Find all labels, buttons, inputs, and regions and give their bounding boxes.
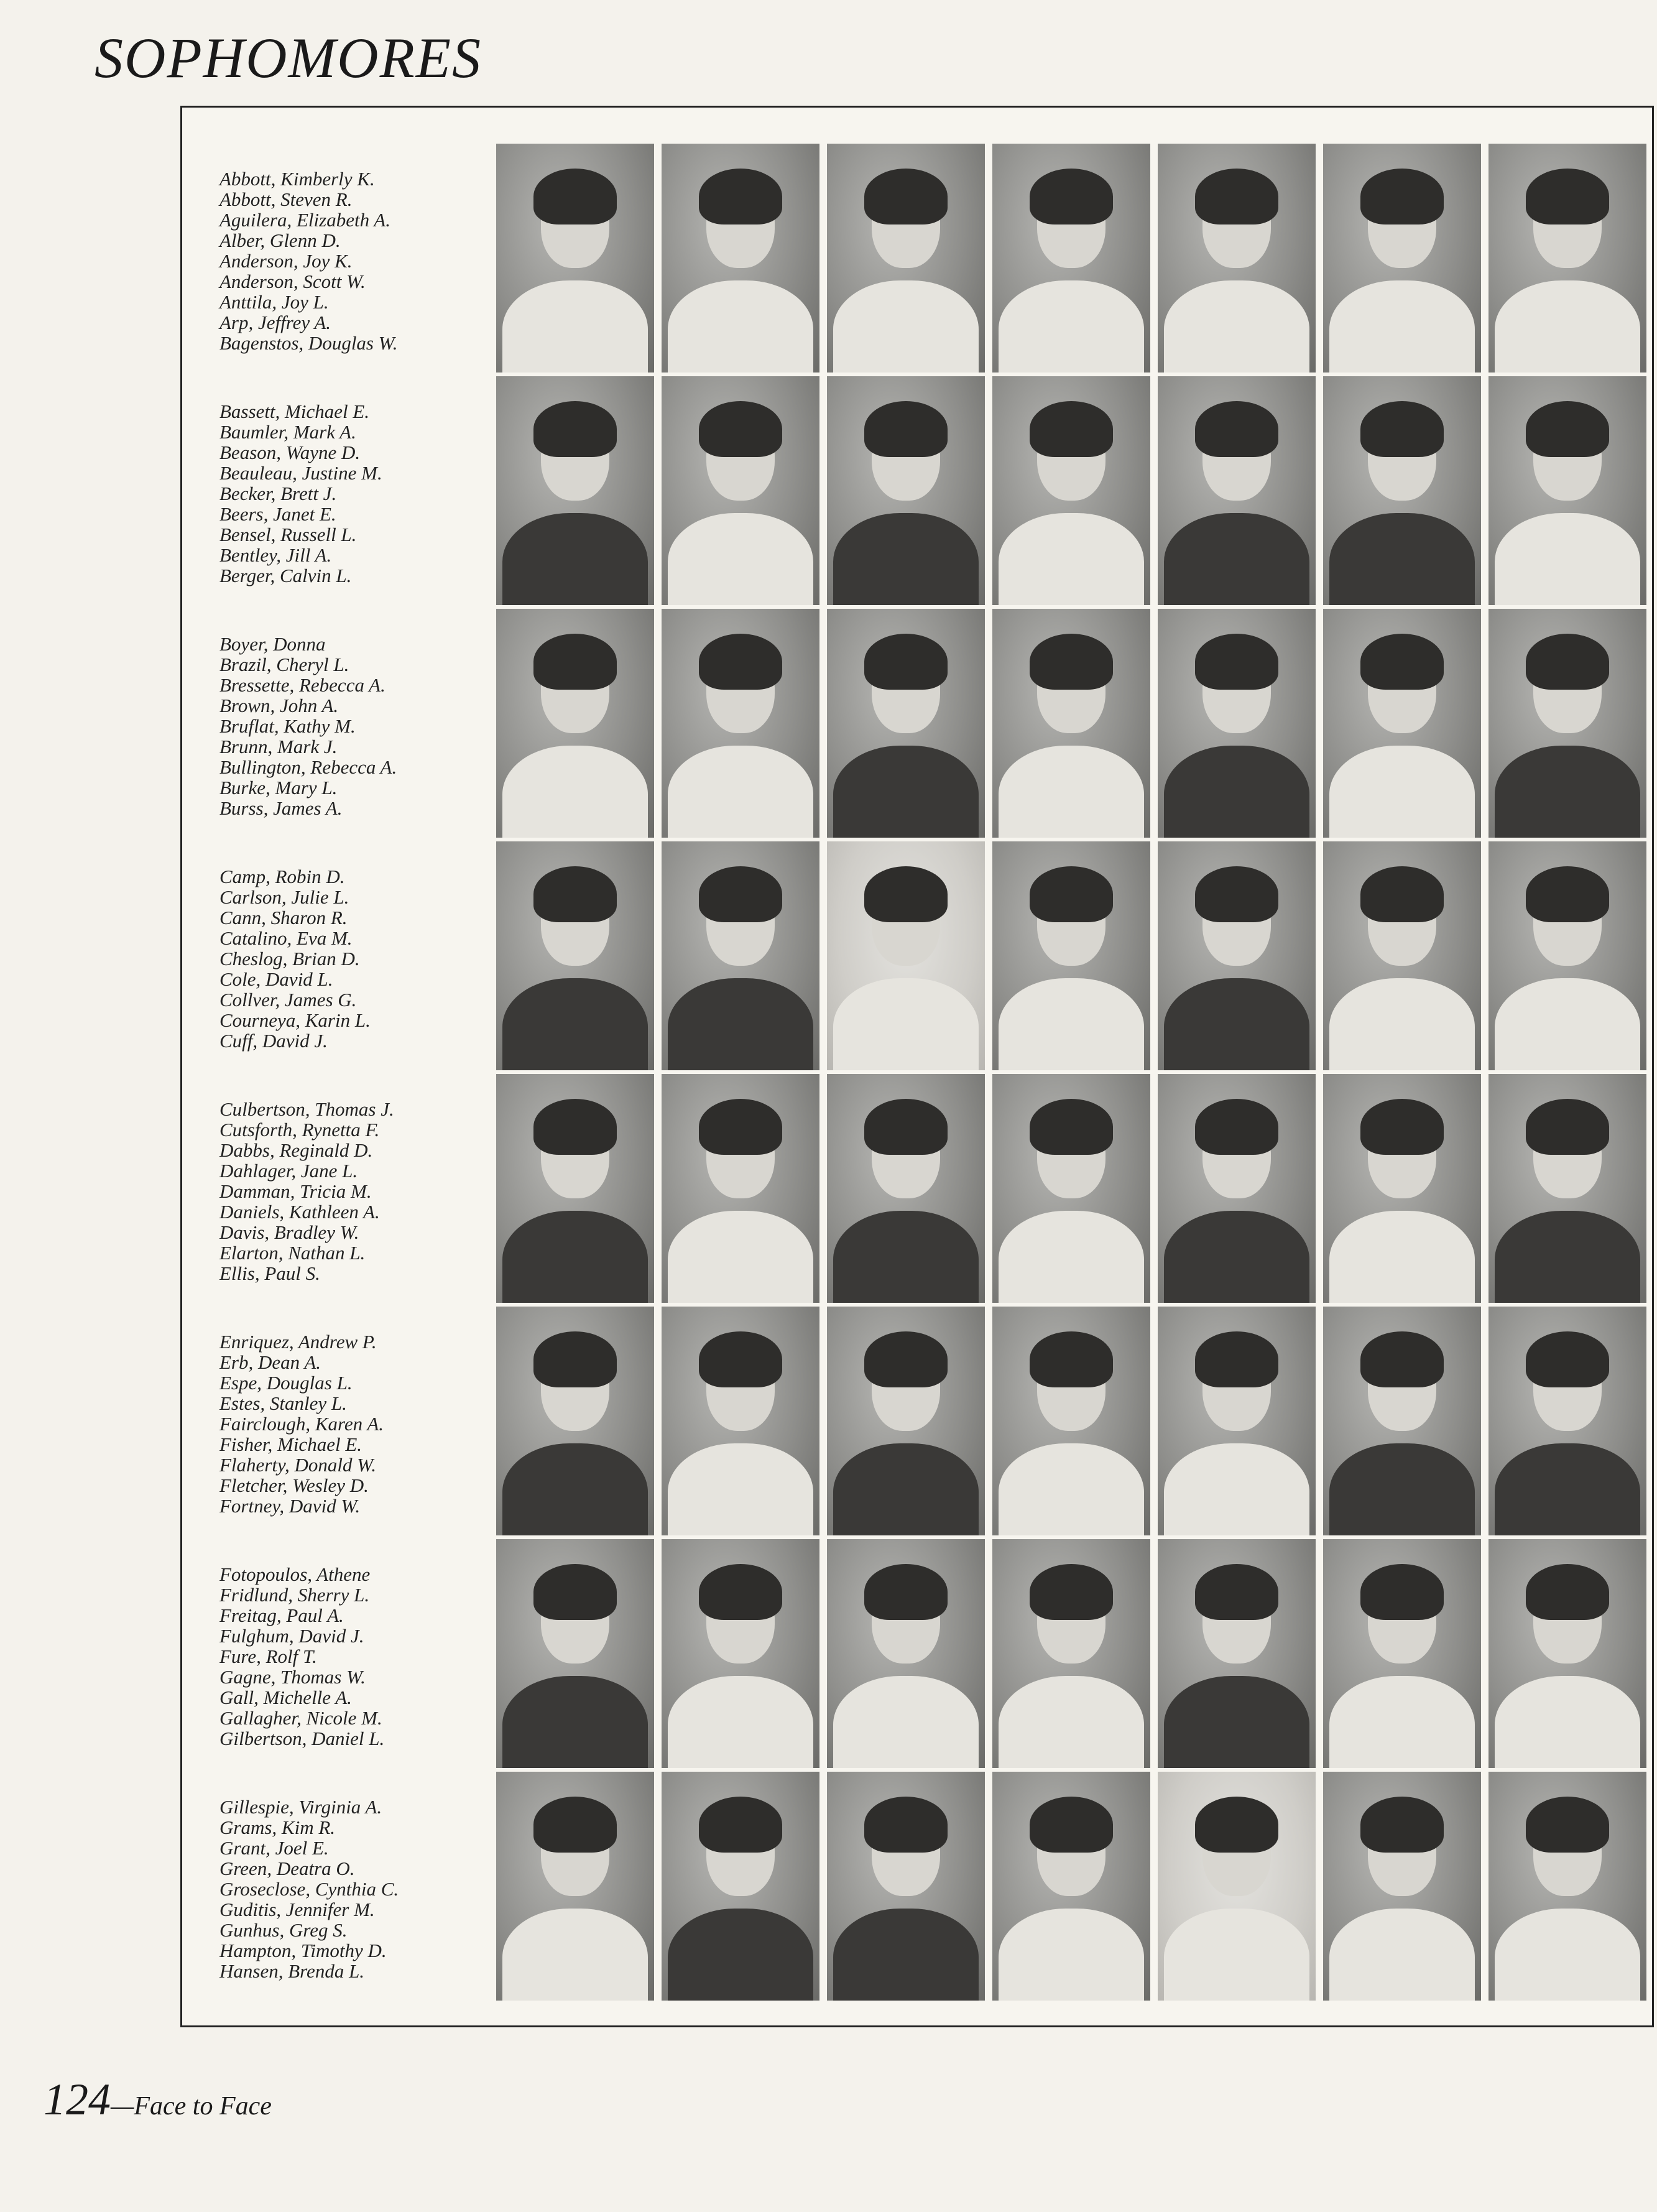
portrait-body (1164, 1676, 1309, 1768)
portrait-body (502, 1909, 648, 2001)
student-name: Davis, Bradley W. (219, 1221, 359, 1243)
student-name: Bassett, Michael E. (219, 400, 370, 422)
student-name: Daniels, Kathleen A. (219, 1201, 380, 1223)
student-portrait (1323, 1074, 1481, 1303)
student-portrait (1489, 1772, 1646, 2001)
student-portrait (662, 1539, 819, 1768)
portrait-hair (533, 401, 617, 457)
portrait-hair (1030, 401, 1113, 457)
name-list (219, 401, 382, 586)
student-portrait (827, 1074, 985, 1303)
portrait-body (999, 280, 1144, 373)
student-name: Collver, James G. (219, 989, 357, 1011)
portrait-body (1164, 978, 1309, 1070)
portrait-body (833, 978, 979, 1070)
portrait-body (1164, 746, 1309, 838)
student-name: Cole, David L. (219, 968, 333, 990)
portrait-body (999, 746, 1144, 838)
portrait-body (668, 1443, 813, 1535)
name-list (219, 866, 371, 1051)
portrait-body (668, 513, 813, 605)
portrait-body (999, 513, 1144, 605)
student-portrait (496, 609, 654, 838)
student-name: Fairclough, Karen A. (219, 1413, 384, 1435)
student-name: Cheslog, Brian D. (219, 948, 360, 969)
portrait-body (999, 1676, 1144, 1768)
student-name: Gillespie, Virginia A. (219, 1796, 382, 1818)
student-name: Arp, Jeffrey A. (219, 312, 331, 333)
student-name: Burke, Mary L. (219, 777, 338, 798)
name-list (219, 1564, 384, 1749)
student-name: Enriquez, Andrew P. (219, 1331, 377, 1353)
student-name: Fure, Rolf T. (219, 1645, 317, 1667)
portrait-body (999, 1211, 1144, 1303)
portrait-hair (1360, 866, 1444, 922)
student-portrait (992, 1772, 1150, 2001)
name-list (219, 1099, 394, 1284)
student-name: Elarton, Nathan L. (219, 1242, 366, 1264)
portrait-hair (1526, 1331, 1609, 1387)
portrait-hair (1195, 634, 1278, 690)
student-portrait (662, 841, 819, 1070)
portrait-body (502, 1443, 648, 1535)
portrait-body (502, 280, 648, 373)
portrait-hair (1030, 169, 1113, 224)
student-portrait (1489, 376, 1646, 605)
student-name: Brown, John A. (219, 695, 339, 716)
portrait-body (502, 1676, 648, 1768)
student-portrait (992, 144, 1150, 373)
portrait-row (182, 1074, 1652, 1304)
student-portrait (827, 1772, 985, 2001)
student-name: Fridlund, Sherry L. (219, 1584, 370, 1606)
portrait-body (1329, 1676, 1475, 1768)
student-name: Bagenstos, Douglas W. (219, 332, 398, 354)
portrait-hair (1360, 401, 1444, 457)
student-portrait (992, 1539, 1150, 1768)
portrait-body (1329, 1211, 1475, 1303)
portrait-hair (1526, 1099, 1609, 1155)
student-name: Ellis, Paul S. (219, 1262, 320, 1284)
student-portrait (1323, 841, 1481, 1070)
student-name: Fotopoulos, Athene (219, 1563, 371, 1585)
portrait-hair (699, 169, 782, 224)
photo-strip (496, 144, 1646, 373)
portrait-body (1495, 746, 1640, 838)
portrait-body (1495, 1676, 1640, 1768)
student-name: Bensel, Russell L. (219, 524, 357, 545)
portrait-body (1495, 513, 1640, 605)
student-portrait (1158, 609, 1316, 838)
student-portrait (662, 1307, 819, 1535)
portrait-hair (864, 1797, 948, 1853)
student-portrait (662, 1772, 819, 2001)
student-name: Baumler, Mark A. (219, 421, 356, 443)
portrait-body (833, 1443, 979, 1535)
portrait-hair (1526, 866, 1609, 922)
student-name: Fisher, Michael E. (219, 1433, 362, 1455)
portrait-body (668, 746, 813, 838)
portrait-hair (1030, 1331, 1113, 1387)
photo-strip (496, 1307, 1646, 1535)
student-name: Bruflat, Kathy M. (219, 715, 356, 737)
student-portrait (827, 376, 985, 605)
photo-strip (496, 1539, 1646, 1768)
portrait-hair (533, 169, 617, 224)
student-portrait (992, 376, 1150, 605)
student-name: Freitag, Paul A. (219, 1604, 344, 1626)
student-portrait (1489, 841, 1646, 1070)
portrait-body (1164, 1211, 1309, 1303)
portrait-hair (1360, 1564, 1444, 1620)
student-name: Guditis, Jennifer M. (219, 1899, 375, 1920)
portrait-body (833, 280, 979, 373)
portrait-body (1329, 1443, 1475, 1535)
student-name: Boyer, Donna (219, 633, 326, 655)
portrait-row (182, 609, 1652, 839)
student-portrait (1158, 144, 1316, 373)
photo-strip (496, 609, 1646, 838)
portrait-row (182, 144, 1652, 374)
page-number: 124 (44, 2075, 111, 2124)
portrait-hair (1195, 1797, 1278, 1853)
student-name: Brazil, Cheryl L. (219, 654, 349, 675)
student-name: Abbott, Kimberly K. (219, 168, 375, 190)
student-portrait (1489, 1539, 1646, 1768)
student-portrait (1158, 376, 1316, 605)
portrait-hair (864, 1331, 948, 1387)
portrait-body (1495, 280, 1640, 373)
student-name: Carlson, Julie L. (219, 886, 349, 908)
student-portrait (496, 1074, 654, 1303)
portrait-body (502, 1211, 648, 1303)
section-label: —Face to Face (111, 2092, 272, 2121)
student-name: Gunhus, Greg S. (219, 1919, 348, 1941)
student-name: Cann, Sharon R. (219, 907, 348, 928)
student-portrait (1323, 1772, 1481, 2001)
student-name: Cutsforth, Rynetta F. (219, 1119, 380, 1141)
student-name: Berger, Calvin L. (219, 565, 352, 586)
name-list (219, 1331, 384, 1516)
student-portrait (662, 144, 819, 373)
portrait-body (502, 513, 648, 605)
student-portrait (992, 1074, 1150, 1303)
page-footer (44, 2074, 272, 2126)
student-name: Fortney, David W. (219, 1495, 361, 1517)
portrait-hair (1526, 634, 1609, 690)
portrait-hair (1195, 1564, 1278, 1620)
student-name: Becker, Brett J. (219, 483, 337, 504)
portrait-hair (699, 401, 782, 457)
portrait-hair (533, 1564, 617, 1620)
portrait-hair (1195, 1099, 1278, 1155)
portrait-hair (1030, 1797, 1113, 1853)
portrait-hair (1360, 634, 1444, 690)
portrait-hair (1360, 1331, 1444, 1387)
student-name: Catalino, Eva M. (219, 927, 353, 949)
portrait-body (1329, 1909, 1475, 2001)
portrait-body (999, 978, 1144, 1070)
portrait-body (1495, 1211, 1640, 1303)
portrait-body (1329, 746, 1475, 838)
photo-strip (496, 1074, 1646, 1303)
student-name: Dabbs, Reginald D. (219, 1139, 373, 1161)
portrait-hair (1030, 1564, 1113, 1620)
portrait-hair (699, 1099, 782, 1155)
portrait-hair (1526, 401, 1609, 457)
portrait-hair (1030, 866, 1113, 922)
portrait-hair (1526, 169, 1609, 224)
student-name: Burss, James A. (219, 797, 343, 819)
student-portrait (1158, 841, 1316, 1070)
portrait-hair (1195, 169, 1278, 224)
portrait-body (833, 746, 979, 838)
portrait-hair (699, 634, 782, 690)
student-portrait (1489, 609, 1646, 838)
student-portrait (1158, 1539, 1316, 1768)
student-name: Espe, Douglas L. (219, 1372, 353, 1394)
student-name: Aguilera, Elizabeth A. (219, 209, 390, 231)
student-name: Grams, Kim R. (219, 1816, 336, 1838)
portrait-body (1329, 978, 1475, 1070)
student-name: Flaherty, Donald W. (219, 1454, 377, 1476)
student-name: Damman, Tricia M. (219, 1180, 372, 1202)
portrait-body (1495, 1443, 1640, 1535)
portrait-body (833, 1676, 979, 1768)
name-list (219, 169, 397, 353)
portrait-hair (1526, 1797, 1609, 1853)
portrait-body (999, 1443, 1144, 1535)
student-name: Groseclose, Cynthia C. (219, 1878, 399, 1900)
student-portrait (1323, 1307, 1481, 1535)
portrait-body (502, 978, 648, 1070)
student-portrait (827, 1307, 985, 1535)
portrait-body (833, 1909, 979, 2001)
student-name: Courneya, Karin L. (219, 1009, 371, 1031)
student-portrait (1323, 1539, 1481, 1768)
portrait-hair (1360, 1797, 1444, 1853)
student-portrait (1489, 1307, 1646, 1535)
portrait-body (668, 978, 813, 1070)
student-name: Fulghum, David J. (219, 1625, 364, 1647)
student-portrait (1489, 144, 1646, 373)
portrait-hair (1030, 1099, 1113, 1155)
portrait-hair (699, 1797, 782, 1853)
student-name: Beers, Janet E. (219, 503, 336, 525)
student-name: Cuff, David J. (219, 1030, 328, 1052)
student-name: Gagne, Thomas W. (219, 1666, 366, 1688)
student-name: Dahlager, Jane L. (219, 1160, 358, 1182)
portrait-body (668, 1909, 813, 2001)
student-name: Bentley, Jill A. (219, 544, 332, 566)
student-name: Anderson, Joy K. (219, 250, 353, 272)
portrait-hair (864, 866, 948, 922)
portrait-body (833, 513, 979, 605)
student-portrait (662, 376, 819, 605)
portrait-body (999, 1909, 1144, 2001)
portrait-hair (864, 634, 948, 690)
portrait-body (1164, 1443, 1309, 1535)
portrait-body (668, 1211, 813, 1303)
student-name: Bressette, Rebecca A. (219, 674, 385, 696)
portrait-hair (533, 866, 617, 922)
portrait-hair (533, 1331, 617, 1387)
portrait-row (182, 1772, 1652, 2002)
photo-strip (496, 1772, 1646, 2001)
student-name: Culbertson, Thomas J. (219, 1098, 394, 1120)
student-portrait (496, 1307, 654, 1535)
portrait-grid-frame (180, 106, 1654, 2027)
portrait-hair (1195, 1331, 1278, 1387)
portrait-hair (699, 866, 782, 922)
portrait-body (668, 280, 813, 373)
student-name: Erb, Dean A. (219, 1351, 321, 1373)
portrait-body (1164, 513, 1309, 605)
portrait-body (1329, 280, 1475, 373)
student-portrait (992, 609, 1150, 838)
student-portrait (662, 1074, 819, 1303)
portrait-hair (1360, 1099, 1444, 1155)
student-portrait (827, 609, 985, 838)
student-portrait (992, 841, 1150, 1070)
portrait-hair (699, 1564, 782, 1620)
student-name: Fletcher, Wesley D. (219, 1474, 369, 1496)
student-name: Bullington, Rebecca A. (219, 756, 397, 778)
student-portrait (1323, 609, 1481, 838)
student-name: Gilbertson, Daniel L. (219, 1728, 385, 1749)
photo-strip (496, 841, 1646, 1070)
portrait-row (182, 841, 1652, 1071)
portrait-hair (1360, 169, 1444, 224)
portrait-hair (864, 1099, 948, 1155)
student-name: Gall, Michelle A. (219, 1687, 352, 1708)
student-portrait (496, 841, 654, 1070)
name-list (219, 1797, 399, 1981)
portrait-hair (1030, 634, 1113, 690)
student-portrait (1158, 1307, 1316, 1535)
student-portrait (1158, 1074, 1316, 1303)
portrait-body (1495, 1909, 1640, 2001)
student-name: Camp, Robin D. (219, 866, 345, 887)
portrait-body (1329, 513, 1475, 605)
student-name: Beason, Wayne D. (219, 442, 361, 463)
portrait-hair (1195, 866, 1278, 922)
student-portrait (827, 144, 985, 373)
student-portrait (827, 1539, 985, 1768)
student-portrait (496, 1772, 654, 2001)
portrait-body (502, 746, 648, 838)
portrait-body (668, 1676, 813, 1768)
portrait-hair (864, 1564, 948, 1620)
portrait-row (182, 1539, 1652, 1769)
portrait-row (182, 1307, 1652, 1537)
student-portrait (496, 144, 654, 373)
portrait-body (1164, 1909, 1309, 2001)
student-name: Hansen, Brenda L. (219, 1960, 365, 1982)
student-portrait (1323, 376, 1481, 605)
portrait-hair (864, 401, 948, 457)
portrait-row (182, 376, 1652, 606)
photo-strip (496, 376, 1646, 605)
student-portrait (662, 609, 819, 838)
portrait-body (1495, 978, 1640, 1070)
portrait-hair (864, 169, 948, 224)
section-title: SOPHOMORES (95, 26, 482, 90)
student-name: Estes, Stanley L. (219, 1392, 347, 1414)
student-portrait (827, 841, 985, 1070)
student-name: Grant, Joel E. (219, 1837, 329, 1859)
portrait-hair (1526, 1564, 1609, 1620)
student-name: Green, Deatra O. (219, 1858, 355, 1879)
student-name: Alber, Glenn D. (219, 229, 341, 251)
student-portrait (496, 1539, 654, 1768)
student-portrait (992, 1307, 1150, 1535)
student-portrait (1489, 1074, 1646, 1303)
portrait-hair (533, 634, 617, 690)
portrait-hair (533, 1099, 617, 1155)
student-name: Hampton, Timothy D. (219, 1940, 387, 1961)
student-name: Beauleau, Justine M. (219, 462, 382, 484)
portrait-hair (533, 1797, 617, 1853)
portrait-hair (699, 1331, 782, 1387)
student-name: Anderson, Scott W. (219, 271, 366, 292)
student-name: Gallagher, Nicole M. (219, 1707, 382, 1729)
portrait-hair (1195, 401, 1278, 457)
student-portrait (1323, 144, 1481, 373)
portrait-body (833, 1211, 979, 1303)
student-portrait (1158, 1772, 1316, 2001)
student-name: Abbott, Steven R. (219, 188, 353, 210)
portrait-body (1164, 280, 1309, 373)
name-list (219, 634, 397, 818)
student-portrait (496, 376, 654, 605)
student-name: Brunn, Mark J. (219, 736, 338, 757)
student-name: Anttila, Joy L. (219, 291, 329, 313)
